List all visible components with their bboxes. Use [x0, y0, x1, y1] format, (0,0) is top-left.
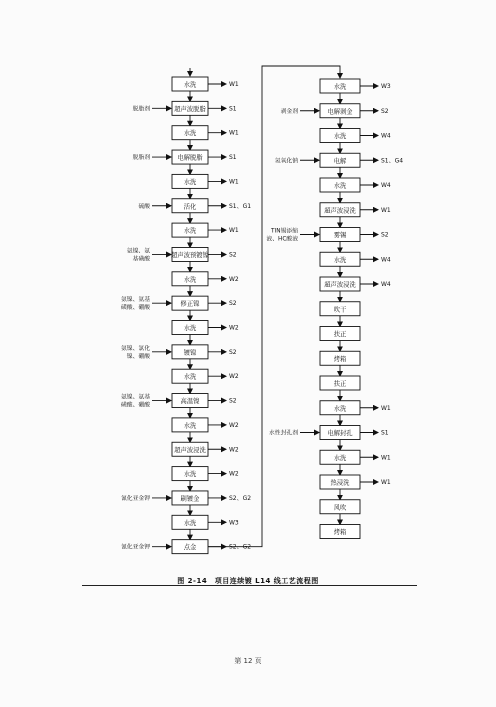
left-step-label: 超声波预镀镍	[171, 251, 209, 259]
left-output-label: W2	[229, 421, 239, 429]
right-step-label: 扶正	[333, 331, 347, 338]
right-output-label: W4	[381, 281, 391, 288]
right-step-label: 水洗	[333, 133, 347, 140]
left-output-label: W2	[229, 373, 239, 381]
left-input-label: 基磺酸	[132, 256, 150, 263]
left-input-label: 氰化亚金钾	[121, 495, 150, 502]
left-step-label: 点金	[183, 544, 197, 552]
figure-caption: 图 2-14 项目连续镀 L14 线工艺流程图	[177, 577, 319, 585]
right-step-label: 风吹	[333, 504, 347, 512]
left-output-label: W2	[229, 446, 239, 454]
left-input-label: 硫酸	[138, 203, 150, 210]
left-input-label: 氨镍、氨基	[121, 394, 150, 401]
right-output-label: W3	[381, 83, 391, 90]
right-output-label: W4	[381, 182, 391, 189]
right-output-label: S1	[381, 429, 389, 437]
right-step-label: 吹干	[333, 306, 347, 314]
right-input-label: TIN锡添缩	[271, 228, 298, 235]
right-step-label: 烤箱	[333, 529, 347, 536]
left-step-label: 活化	[183, 203, 197, 211]
left-step-label: 水洗	[183, 178, 197, 186]
left-output-label: W1	[229, 227, 239, 235]
left-step-label: 水洗	[183, 325, 197, 332]
right-step-label: 超声波浸洗	[324, 281, 356, 289]
left-step-label: 水洗	[183, 519, 197, 527]
left-step-label: 水洗	[183, 130, 197, 138]
right-step-label: 水洗	[333, 454, 347, 462]
left-step-label: 镀镍	[183, 349, 197, 357]
left-output-label: S2	[229, 300, 237, 308]
right-input-label: 剥金剂	[280, 108, 298, 115]
left-output-label: S2	[229, 348, 237, 356]
right-step-label: 烤箱	[333, 355, 347, 363]
left-step-label: 修正镍	[180, 300, 200, 308]
left-output-label: S1、G1	[229, 202, 252, 210]
right-step-label: 雾锡	[333, 232, 347, 239]
right-output-label: W4	[381, 132, 391, 140]
left-step-label: 电解脱脂	[177, 154, 203, 162]
left-output-label: W2	[229, 470, 239, 478]
left-step-label: 超声波脱脂	[174, 105, 206, 113]
right-input-label: 水性封孔剂	[269, 430, 298, 437]
right-step-label: 水洗	[333, 256, 347, 264]
left-step-label: 刷镀金	[180, 495, 200, 503]
left-output-label: W1	[229, 81, 239, 88]
left-input-label: 脱脂剂	[132, 155, 150, 162]
right-output-label: W4	[381, 256, 391, 264]
right-input-label: 液、HC酸液	[266, 236, 298, 243]
left-input-label: 磺酸、硼酸	[121, 402, 150, 409]
left-output-label: S2、G2	[229, 494, 252, 502]
left-output-label: W2	[229, 324, 239, 332]
right-input-label: 氢氧化钠	[274, 158, 298, 165]
left-step-label: 超声波浸洗	[174, 446, 206, 454]
right-output-label: W1	[381, 479, 391, 486]
right-step-label: 热浸洗	[330, 479, 350, 487]
right-step-label: 电解封孔	[327, 430, 353, 437]
right-output-label: S2	[381, 231, 389, 239]
left-input-label: 氨镍、氨	[126, 248, 150, 255]
left-input-label: 氨镍、氨基	[121, 297, 150, 304]
right-step-label: 电解剥金	[327, 108, 353, 116]
left-output-label: S1	[229, 154, 237, 162]
right-output-label: W1	[381, 404, 391, 412]
left-step-label: 水洗	[183, 422, 197, 430]
left-output-label: S2	[229, 397, 237, 405]
left-output-label: S1	[229, 105, 237, 113]
left-step-label: 水洗	[183, 276, 197, 284]
right-output-label: S2	[381, 107, 389, 115]
left-output-label: W1	[229, 178, 239, 186]
left-step-label: 水洗	[183, 81, 197, 89]
page-number: 第 12 页	[234, 657, 262, 665]
left-step-label: 水洗	[183, 227, 197, 235]
right-step-label: 水洗	[333, 83, 347, 91]
left-output-label: W2	[229, 275, 239, 283]
right-step-label: 电解	[333, 157, 347, 165]
left-step-label: 水洗	[183, 373, 197, 381]
left-output-label: S2	[229, 251, 237, 259]
left-input-label: 镍、硼酸	[126, 353, 150, 360]
left-input-label: 氰化亚金钾	[121, 544, 150, 551]
left-output-label: S2、G2	[229, 543, 252, 551]
left-input-label: 磺酸、硼酸	[121, 305, 150, 312]
right-step-label: 扶正	[333, 380, 347, 388]
left-step-label: 高温镍	[180, 398, 200, 406]
left-output-label: W1	[229, 129, 239, 137]
left-input-label: 脱脂剂	[132, 106, 150, 113]
right-step-label: 水洗	[333, 182, 347, 190]
left-input-label: 氨镍、氯化	[121, 345, 150, 352]
right-output-label: W1	[381, 206, 391, 214]
left-output-label: W3	[229, 519, 239, 527]
left-step-label: 水洗	[183, 471, 197, 479]
right-step-label: 超声波浸洗	[324, 207, 356, 215]
right-step-label: 水洗	[333, 405, 347, 413]
right-output-label: W1	[381, 454, 391, 462]
right-output-label: S1、G4	[381, 157, 404, 165]
